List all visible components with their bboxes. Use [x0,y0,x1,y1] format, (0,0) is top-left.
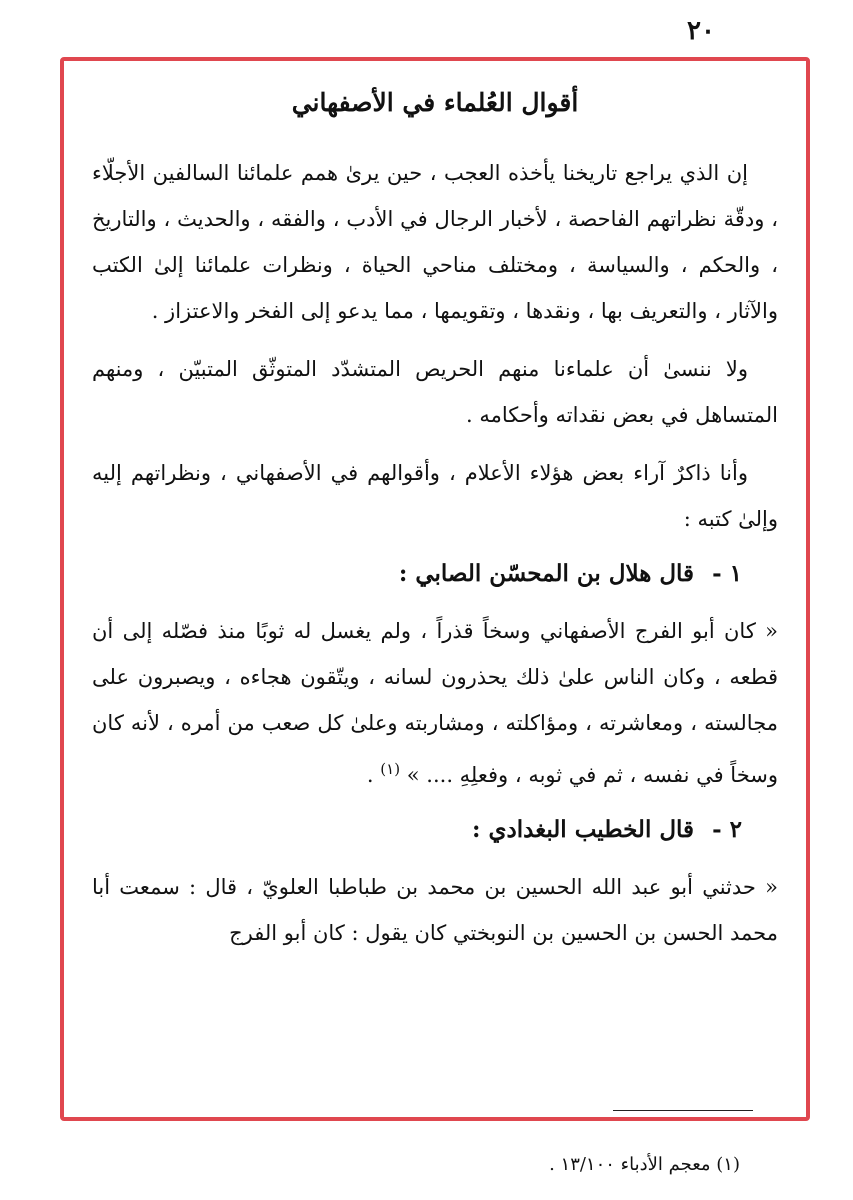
footnote-reference: (١) [380,760,401,778]
page-title: أقوال العُلماء في الأصفهاني [291,88,579,117]
page-number: ٢٠ [687,16,715,46]
section-1-number: ١ - [712,560,742,587]
section-1-quote-end: . [366,763,374,787]
footnote-divider [613,1110,753,1111]
page-content [92,85,778,968]
section-2-quote: « حدثني أبو عبد الله الحسين بن محمد بن طباطبا العلويّ ، قال : سمعت أبا محمد الحسن بن الحسين بن النوبختي كان يقول : كان أبو الفرج [92,875,778,945]
footnote: (١) معجم الأدباء ١٣/١٠٠ . [549,1154,740,1175]
section-1-quote [92,608,778,798]
section-2-heading [92,810,778,850]
section-1-quote-text: « كان أبو الفرج الأصفهاني وسخاً قذراً ، ولم يغسل له ثوبًا منذ فصّله إلى أن قطعه ، وكان الناس علىٰ ذلك يحذرون لسانه ، ويتّقون هجاءه ، ويصبرون على مجالسته ، ومعاشرته ، ومؤاكلته ، ومشاربته وعلىٰ كل صعب من أمره ، لأنه كان وسخاً في نفسه ، ثم في ثوبه ، وفعلِهِ .... » [92,619,778,787]
section-2-number: ٢ - [712,816,742,843]
section-1-heading [92,554,778,594]
intro-paragraph: إن الذي يراجع تاريخنا يأخذه العجب ، حين يرىٰ همم علمائنا السالفين الأجلّاء ، ودقّة نظراتهم الفاحصة ، لأخبار الرجال في الأدب ، والفقه ، والحديث ، والتاريخ ، والحكم ، والسياسة ، ومختلف مناحي الحياة ، ونظرات علمائنا إلىٰ الكتب والآثار ، والتعريف بها ، ونقدها ، وتقويمها ، مما يدعو إلى الفخر والاعتزاز . [92,161,778,323]
third-paragraph: وأنا ذاكرٌ آراء بعض هؤلاء الأعلام ، وأقوالهم في الأصفهاني ، ونظراتهم إليه وإلىٰ كتبه : [92,461,778,531]
section-2-title: قال الخطيب البغدادي : [472,816,695,843]
section-1-title: قال هلال بن المحسّن الصابي : [398,560,695,587]
second-paragraph: ولا ننسىٰ أن علماءنا منهم الحريص المتشدّد المتوثّق المتبيّن ، ومنهم المتساهل في بعض نقداته وأحكامه . [92,357,778,427]
